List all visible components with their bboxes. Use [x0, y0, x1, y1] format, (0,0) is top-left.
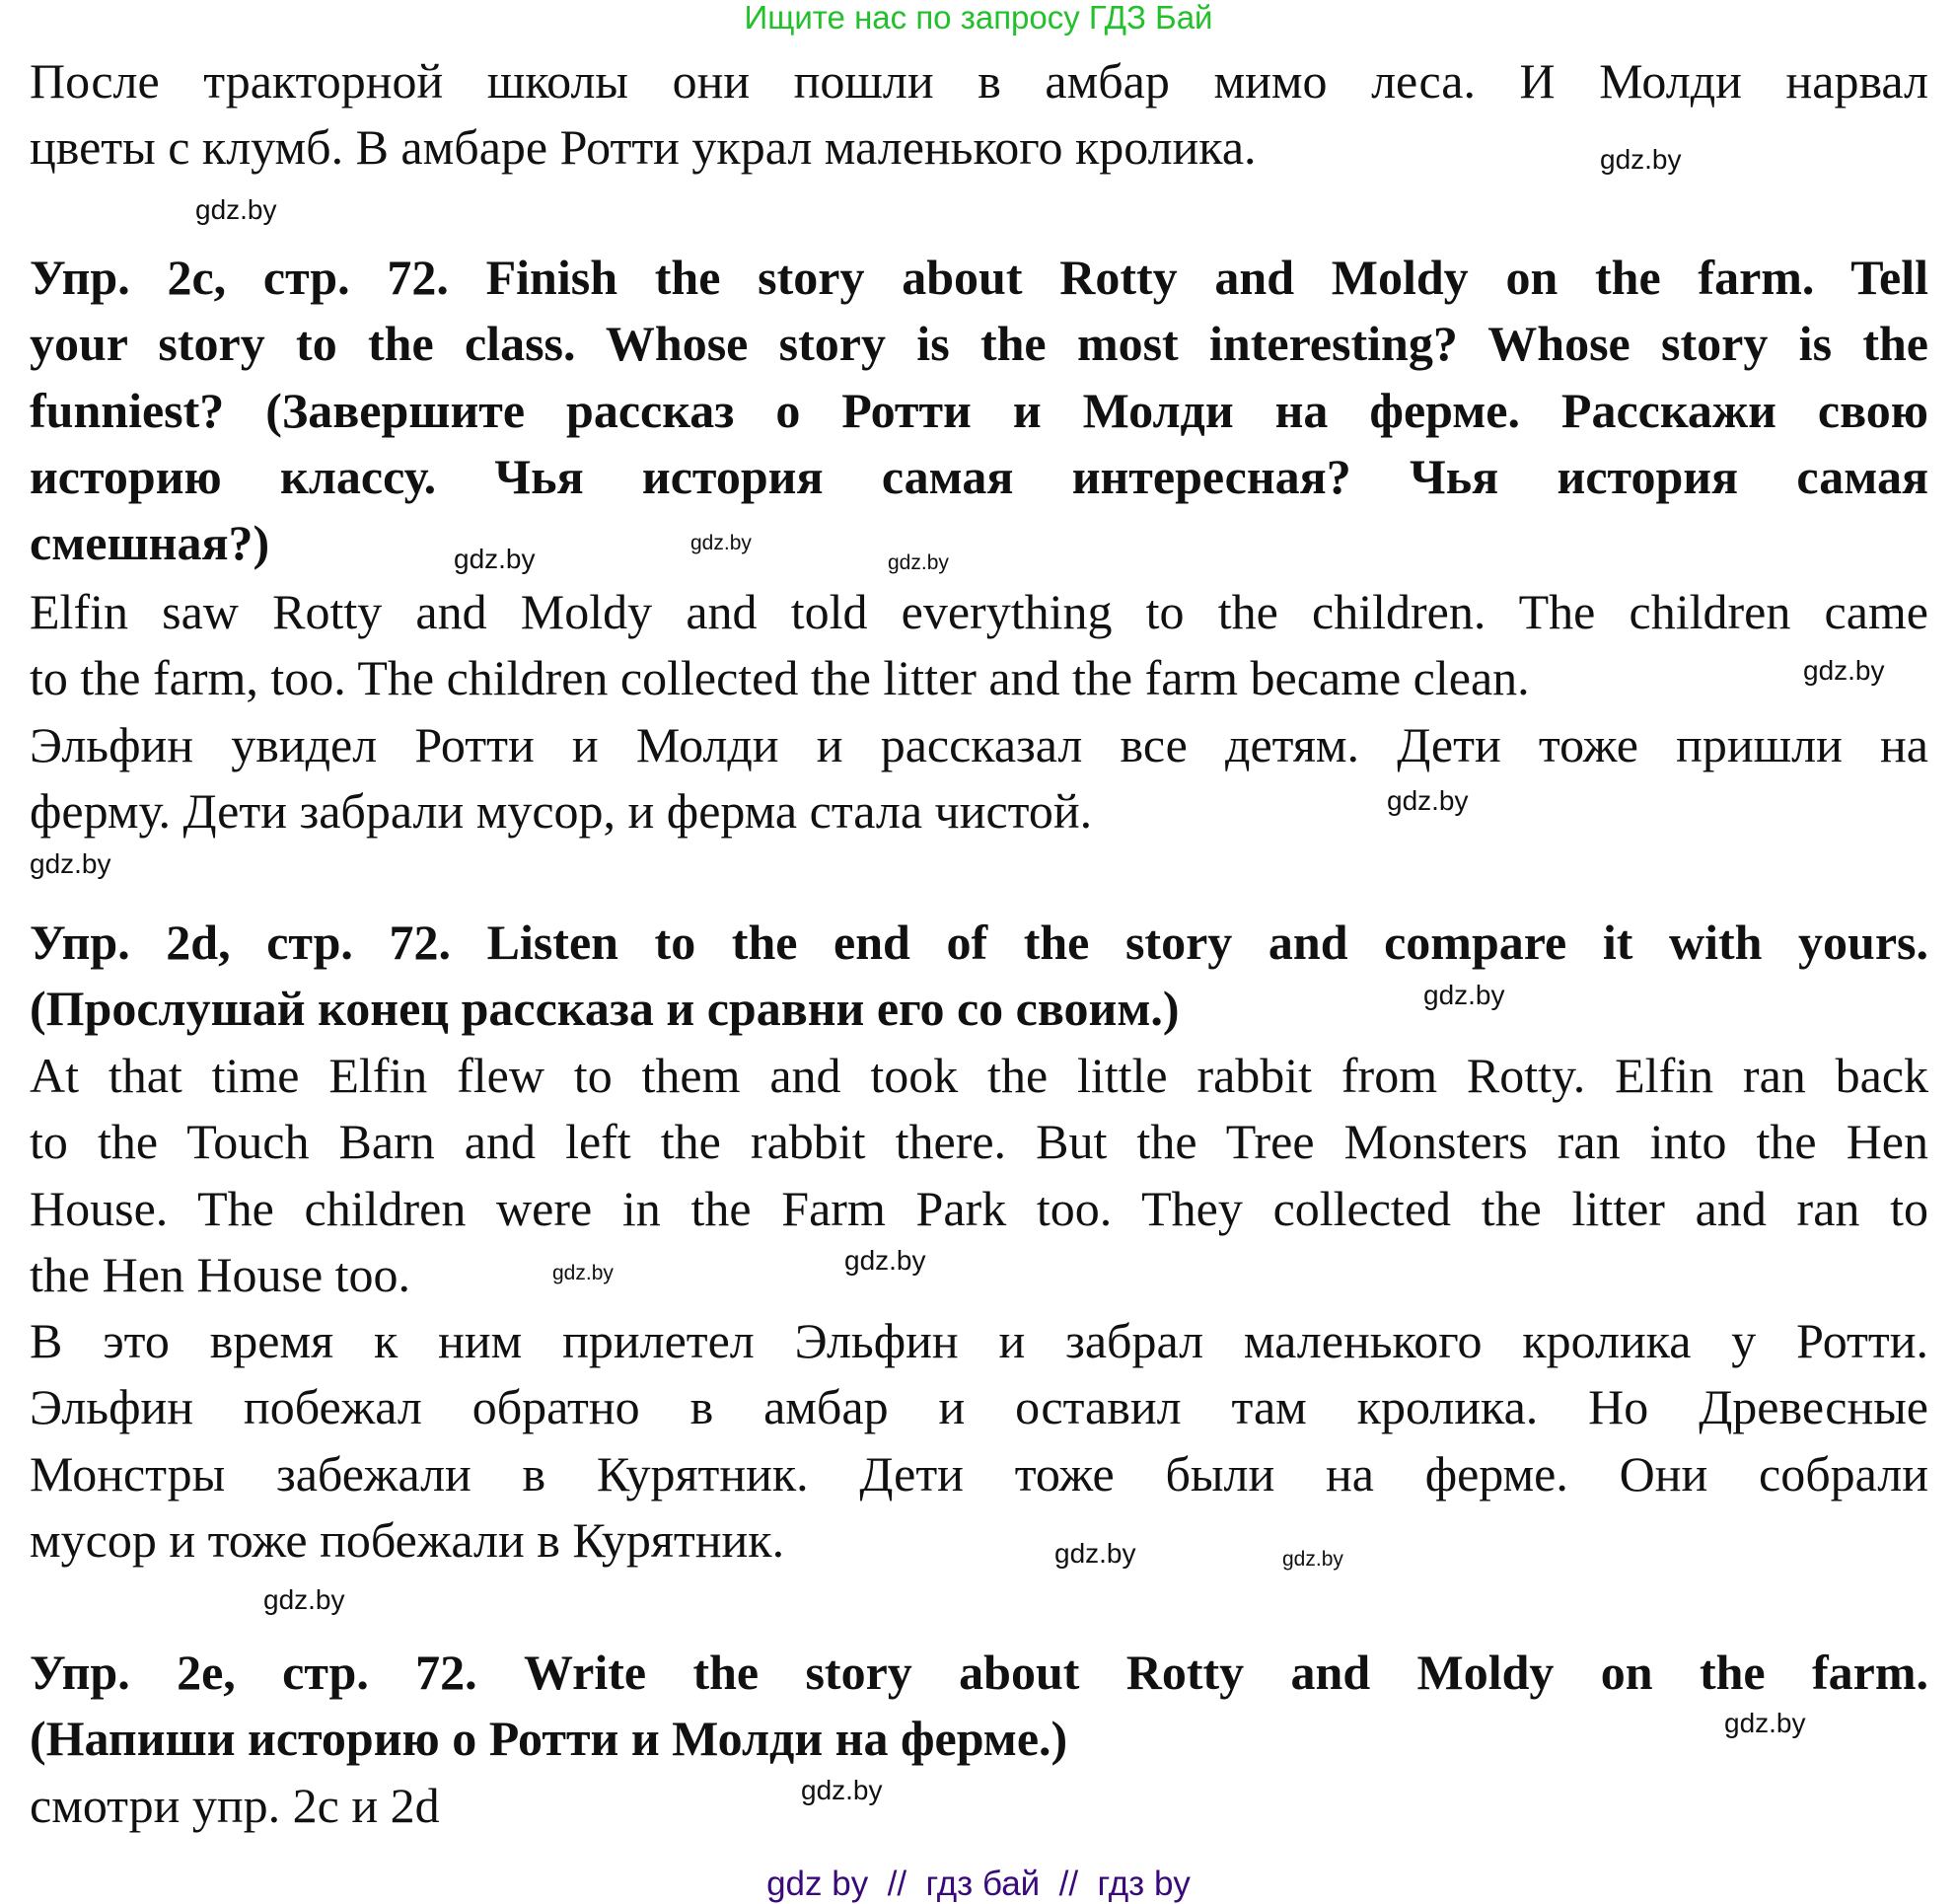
- exercise-2c-heading: [30, 245, 1928, 576]
- watermark: gdz.by: [454, 544, 536, 574]
- text-line: После тракторной школы они пошли в амбар мимо леса. И Молди нарвал: [30, 53, 1928, 109]
- text-line: мусор и тоже побежали в Курятник.: [30, 1511, 785, 1568]
- answer-2d-english: [30, 1043, 1928, 1308]
- text-line: В это время к ним прилетел Эльфин и забрал маленького кролика у Ротти.: [30, 1313, 1928, 1368]
- text-line: историю классу. Чья история самая интересная? Чья история самая: [30, 448, 1928, 504]
- text-line: смешная?): [30, 515, 270, 571]
- watermark: gdz.by: [690, 532, 752, 554]
- watermark: gdz.by: [1803, 655, 1885, 686]
- text-line: Упр. 2e, стр. 72. Write the story about Rotty and Moldy on the farm.: [30, 1645, 1928, 1700]
- watermark: gdz.by: [801, 1775, 883, 1805]
- watermark: gdz.by: [1054, 1538, 1136, 1569]
- answer-2c-russian: [30, 712, 1928, 845]
- text-line: to the farm, too. The children collected the litter and the farm became clean.: [30, 650, 1530, 706]
- text-line: Упр. 2d, стр. 72. Listen to the end of the story and compare it with yours.: [30, 915, 1928, 970]
- watermark: gdz.by: [844, 1245, 926, 1276]
- text-line: House. The children were in the Farm Park too. They collected the litter and ran to: [30, 1180, 1928, 1236]
- text-line: Эльфин увидел Ротти и Молди и рассказал все детям. Дети тоже пришли на: [30, 717, 1928, 772]
- text-line: funniest? (Завершите рассказ о Ротти и Молди на ферме. Расскажи свою: [30, 382, 1928, 438]
- watermark: gdz.by: [1724, 1708, 1806, 1738]
- text-line: (Напиши историю о Ротти и Молди на ферме.): [30, 1711, 1068, 1767]
- footer-links: gdz by // гдз бай // гдз by: [766, 1865, 1191, 1903]
- text-line: Упр. 2c, стр. 72. Finish the story about Rotty and Moldy on the farm. Tell: [30, 250, 1928, 305]
- search-hint-banner: Ищите нас по запросу ГДЗ Бай: [744, 0, 1213, 36]
- watermark: gdz.by: [1600, 144, 1682, 175]
- answer-2d-russian: [30, 1308, 1928, 1574]
- watermark: gdz.by: [263, 1584, 345, 1615]
- text-line: the Hen House too.: [30, 1246, 411, 1302]
- watermark: gdz.by: [1282, 1548, 1343, 1571]
- watermark: gdz.by: [888, 551, 949, 574]
- exercise-2d-heading: [30, 910, 1928, 1043]
- text-line: цветы с клумб. В амбаре Ротти украл маленького кролика.: [30, 119, 1257, 176]
- watermark: gdz.by: [552, 1262, 614, 1284]
- answer-2c-english: [30, 579, 1928, 712]
- watermark: gdz.by: [195, 194, 277, 225]
- watermark: gdz.by: [30, 848, 111, 879]
- text-line: смотри упр. 2c и 2d: [30, 1778, 440, 1833]
- text-line: Эльфин побежал обратно в амбар и оставил там кролика. Но Древесные: [30, 1379, 1928, 1435]
- text-line: Elfin saw Rotty and Moldy and told everything to the children. The children came: [30, 584, 1928, 639]
- text-line: ферму. Дети забрали мусор, и ферма стала чистой.: [30, 783, 1093, 840]
- text-line: your story to the class. Whose story is the most interesting? Whose story is the: [30, 316, 1928, 372]
- watermark: gdz.by: [1423, 980, 1505, 1010]
- exercise-2e-heading: [30, 1640, 1928, 1773]
- text-line: (Прослушай конец рассказа и сравни его со своим.): [30, 981, 1180, 1037]
- text-line: At that time Elfin flew to them and took the little rabbit from Rotty. Elfin ran back: [30, 1048, 1928, 1103]
- text-line: to the Touch Barn and left the rabbit there. But the Tree Monsters ran into the Hen: [30, 1114, 1928, 1170]
- watermark: gdz.by: [1387, 785, 1469, 816]
- answer-2e: [30, 1773, 1928, 1839]
- text-line: Монстры забежали в Курятник. Дети тоже были на ферме. Они собрали: [30, 1445, 1928, 1501]
